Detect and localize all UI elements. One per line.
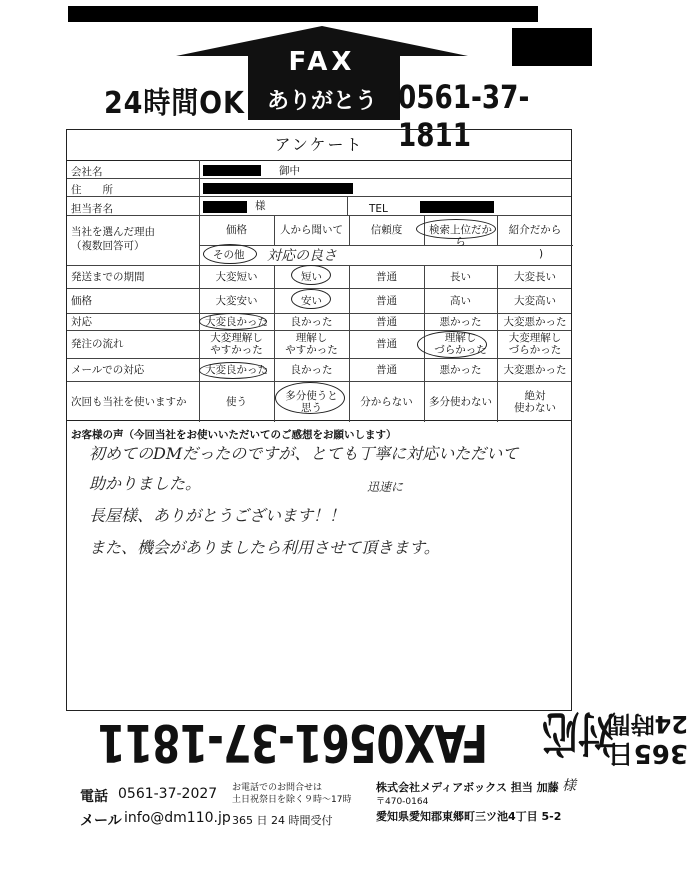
row-option: 大変良かった xyxy=(205,315,268,328)
row-option: 大変短い xyxy=(215,270,258,283)
answer-circle-period xyxy=(291,265,331,285)
row-label: 発注の流れ xyxy=(71,338,124,350)
reason-sub: （複数回答可） xyxy=(71,240,145,252)
tel-label: TEL xyxy=(369,203,388,215)
reason-option-5: 紹介だから xyxy=(508,224,562,236)
company-address: 愛知県愛知郡東郷町三ツ池4丁目 5-2 xyxy=(376,810,562,823)
mail-label: メール xyxy=(80,813,122,829)
phone-label: 電話 xyxy=(80,789,108,805)
row-option: 大変悪かった xyxy=(503,363,567,376)
reason-option-2: 人から聞いて xyxy=(280,224,343,236)
redaction-top xyxy=(68,6,538,22)
survey-title: アンケート xyxy=(67,130,571,161)
upside-down-banner xyxy=(86,705,688,776)
fax-title: FAX xyxy=(288,47,356,77)
row-option: 多分使うと 思う xyxy=(285,389,338,414)
answer-circle-next xyxy=(275,382,345,414)
tel-redacted xyxy=(420,201,494,213)
company-name: 株式会社メディアボックス 担当 加藤 xyxy=(376,781,559,794)
row-option: 大変長い xyxy=(514,270,556,283)
row-option: 普通 xyxy=(376,294,397,307)
row-option: 絶対 使わない xyxy=(514,389,556,414)
row-option: 短い xyxy=(301,270,322,283)
row-option: 理解し づらかった xyxy=(434,332,487,356)
fax-number: 0561-37-1811 xyxy=(398,78,530,154)
banner-24h: 24時間 xyxy=(606,710,688,738)
row-option: 悪かった xyxy=(439,363,482,376)
comment-line-3: 長屋様、ありがとうございます！！ xyxy=(89,506,346,525)
reason-other-answer: 対応の良さ xyxy=(267,248,337,264)
row-option: 普通 xyxy=(376,363,397,376)
answer-circle-other xyxy=(203,244,257,264)
address-label: 住 所 xyxy=(71,184,113,196)
banner-taio: 対応 xyxy=(542,705,616,761)
reason-close: ) xyxy=(539,248,544,260)
address-redacted xyxy=(203,183,353,194)
company-label: 会社名 xyxy=(71,166,103,178)
row-option: 良かった xyxy=(290,315,333,328)
comment-line-4: また、機会がありましたら利用させて頂きます。 xyxy=(89,538,440,557)
row-option: 高い xyxy=(450,294,471,307)
comments-box xyxy=(66,421,572,711)
row-option: 使う xyxy=(226,395,247,408)
row-label: 次回も当社を使いますか xyxy=(71,395,187,408)
person-redacted xyxy=(203,201,247,213)
fax-note: 365 日 24 時間受付 xyxy=(232,814,333,827)
thanks-text: ありがとう xyxy=(266,89,377,114)
comment-line-1: 初めてのDMだったのですが、とても丁寧に対応いただいて xyxy=(89,444,519,463)
row-option: 分からない xyxy=(360,395,413,408)
row-option: 大変悪かった xyxy=(503,315,567,328)
row-option: 多分使わない xyxy=(429,395,492,408)
comments-heading: お客様の声（今回当社をお使いいただいてのご感想をお願いします） xyxy=(71,429,397,441)
row-option: 普通 xyxy=(376,270,397,283)
row-option: 悪かった xyxy=(439,315,482,328)
answer-circle-response xyxy=(199,313,267,330)
answer-circle-reason xyxy=(416,219,496,239)
phone-number: 0561-37-2027 xyxy=(118,786,218,802)
row-label: メールでの対応 xyxy=(71,363,145,376)
row-option: 大変高い xyxy=(514,294,556,307)
row-option: 大変良かった xyxy=(205,363,268,376)
row-label: 対応 xyxy=(71,315,92,328)
row-option: 良かった xyxy=(290,363,333,376)
mail-address[interactable]: info@dm110.jp xyxy=(124,810,231,826)
row-option: 長い xyxy=(450,270,471,283)
row-option: 大変安い xyxy=(215,294,258,307)
answer-circle-flow xyxy=(417,331,487,358)
company-sama: 様 xyxy=(562,778,576,794)
hours-text: 24時間OK xyxy=(104,86,245,121)
person-label: 担当者名 xyxy=(71,203,113,215)
row-option: 普通 xyxy=(376,315,397,328)
postal-code: 〒470-0164 xyxy=(376,797,429,807)
phone-note-2: 土日祝祭日を除く９時～17時 xyxy=(232,795,352,805)
answer-circle-price xyxy=(291,289,331,309)
survey-table xyxy=(66,129,572,421)
redaction-corner xyxy=(512,28,592,66)
reason-label: 当社を選んだ理由 xyxy=(71,226,155,238)
row-option: 大変理解し づらかった xyxy=(508,332,562,356)
comment-line-2: 助かりました。 xyxy=(89,474,202,493)
row-option: 大変理解し やすかった xyxy=(210,332,263,356)
reason-option-1: 価格 xyxy=(226,224,247,236)
row-label: 価格 xyxy=(71,294,92,307)
person-suffix: 様 xyxy=(255,200,266,212)
answer-circle-mail xyxy=(199,362,267,379)
row-label: 発送までの期間 xyxy=(71,270,145,283)
company-redacted xyxy=(203,165,261,176)
row-option: 普通 xyxy=(376,338,397,350)
comment-insert: 迅速に xyxy=(367,480,404,494)
banner-365: 365日 xyxy=(607,738,688,768)
banner-fax-number: FAX0561-37-1811 xyxy=(98,712,488,772)
company-suffix: 御中 xyxy=(279,165,300,177)
row-option: 安い xyxy=(301,294,322,307)
row-option: 理解し やすかった xyxy=(285,332,338,356)
reason-option-3: 信頼度 xyxy=(370,224,403,236)
reason-option-4: 検索上位だから xyxy=(429,224,492,248)
reason-other: その他 xyxy=(213,249,245,261)
phone-note-1: お電話でのお問合せは xyxy=(232,783,323,793)
